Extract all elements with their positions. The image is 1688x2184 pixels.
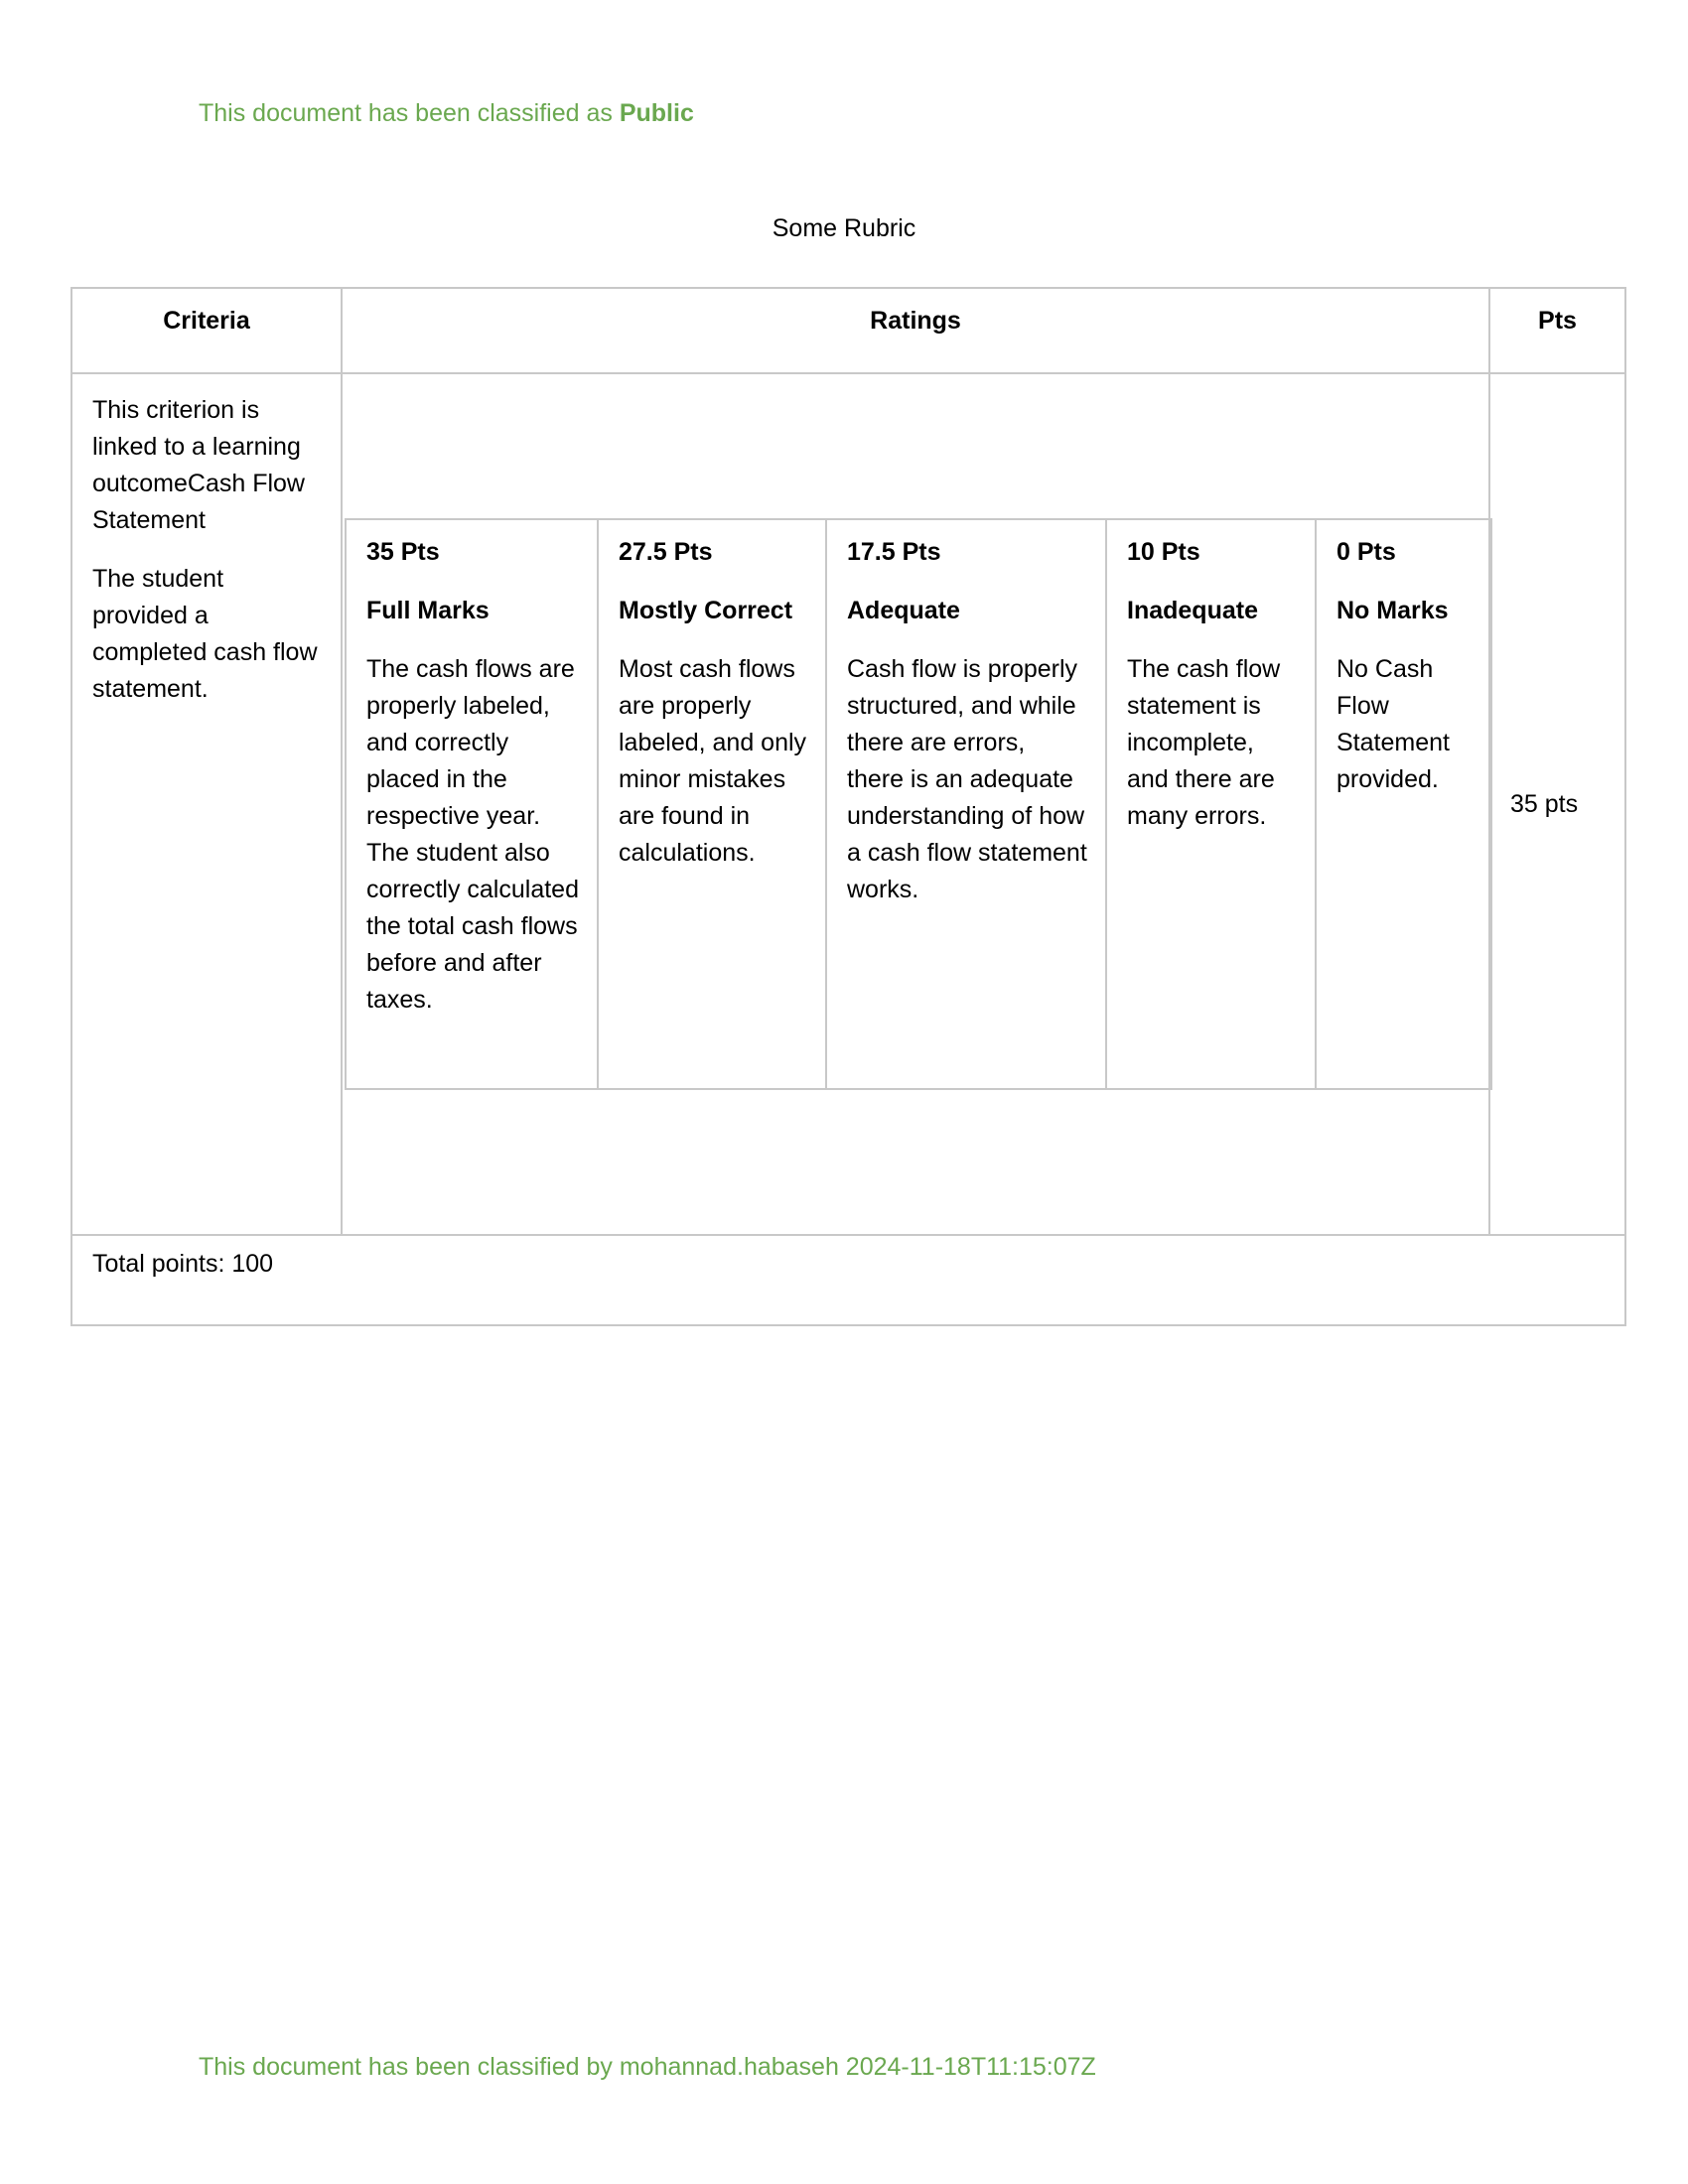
ratings-table xyxy=(345,518,1492,1090)
classification-level: Public xyxy=(619,99,694,127)
criterion-outcome: This criterion is linked to a learning outcomeCash Flow Statement xyxy=(92,396,305,534)
rating-name: Inadequate xyxy=(1127,597,1258,624)
classification-footer: This document has been classified by mohannad.habaseh 2024-11-18T11:15:07Z xyxy=(199,2053,1096,2081)
rating-no-marks xyxy=(1316,519,1491,1089)
ratings-header: Ratings xyxy=(342,288,1489,373)
classification-header xyxy=(199,99,694,128)
rating-name: Adequate xyxy=(847,597,960,624)
criteria-header: Criteria xyxy=(71,288,342,373)
rating-points: 35 Pts xyxy=(366,538,440,566)
total-row xyxy=(71,1235,1625,1325)
rating-adequate xyxy=(826,519,1106,1089)
rating-name: No Marks xyxy=(1336,597,1449,624)
ratings-row xyxy=(346,519,1491,1089)
rating-description: No Cash Flow Statement provided. xyxy=(1336,655,1450,793)
rating-description: The cash flow statement is incomplete, and there are many errors. xyxy=(1127,655,1281,830)
criterion-description: The student provided a completed cash flow statement. xyxy=(92,565,318,703)
rubric-table xyxy=(70,287,1626,1326)
rating-full-marks xyxy=(346,519,598,1089)
rating-points: 27.5 Pts xyxy=(619,538,713,566)
criterion-cell xyxy=(71,373,342,1235)
rating-description: The cash flows are properly labeled, and correctly placed in the respective year. The student also correctly calculated the total cash flows before and after taxes. xyxy=(366,655,579,1014)
rating-points: 0 Pts xyxy=(1336,538,1396,566)
rating-points: 10 Pts xyxy=(1127,538,1200,566)
rating-name: Full Marks xyxy=(366,597,490,624)
classification-prefix: This document has been classified as xyxy=(199,99,620,127)
rubric-header-row xyxy=(71,288,1625,373)
rating-name: Mostly Correct xyxy=(619,597,793,624)
rating-inadequate xyxy=(1106,519,1316,1089)
pts-header: Pts xyxy=(1489,288,1625,373)
total-points: Total points: 100 xyxy=(71,1235,1625,1325)
criterion-points: 35 pts xyxy=(1489,373,1625,1235)
rating-mostly-correct xyxy=(598,519,826,1089)
rating-description: Most cash flows are properly labeled, and only minor mistakes are found in calculations. xyxy=(619,655,807,867)
criterion-row xyxy=(71,373,1625,1235)
ratings-cell xyxy=(342,373,1489,1235)
document-title: Some Rubric xyxy=(772,214,916,242)
rating-points: 17.5 Pts xyxy=(847,538,941,566)
rating-description: Cash flow is properly structured, and while there are errors, there is an adequate understanding of how a cash flow statement works. xyxy=(847,655,1087,903)
